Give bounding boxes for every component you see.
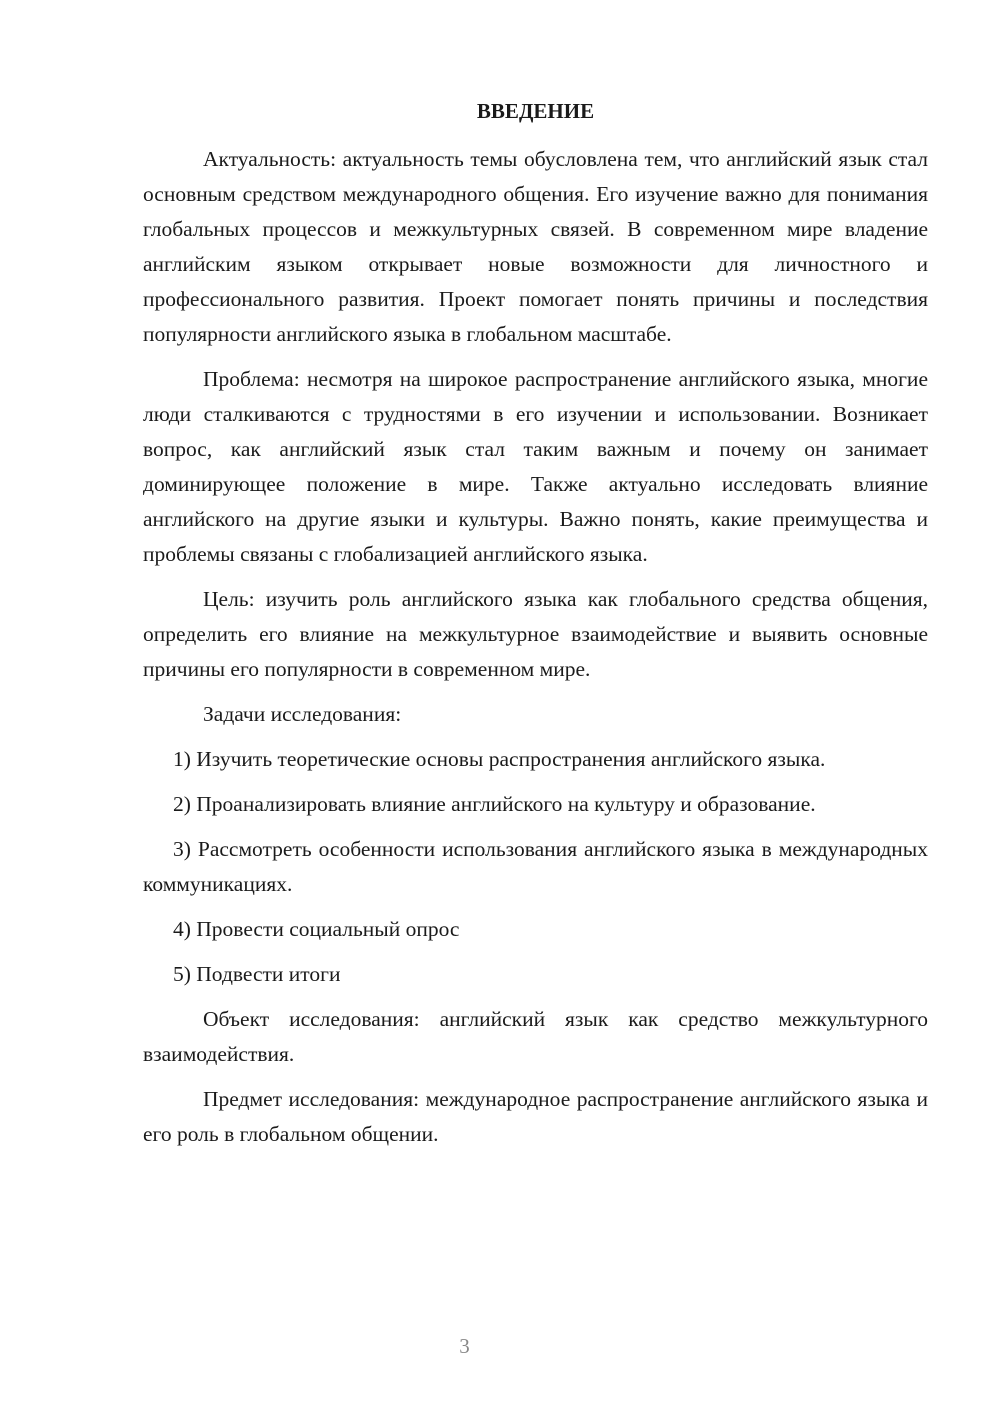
- task-item-4: 4) Провести социальный опрос: [173, 917, 460, 941]
- task-item-1: 1) Изучить теоретические основы распространения английского языка.: [173, 747, 826, 771]
- object-paragraph: Объект исследования: английский язык как средство межкультурного взаимодействия.: [143, 1007, 928, 1066]
- subject-paragraph: Предмет исследования: международное распространение английского языка и его роль в глобальном общении.: [143, 1087, 928, 1146]
- page-title: ВВЕДЕНИЕ: [476, 99, 595, 123]
- page-number: 3: [459, 1334, 470, 1358]
- relevance-paragraph: Актуальность: актуальность темы обусловлена тем, что английский язык стал основным средством международного общения. Его изучение важно для понимания глобальных процессов и межкультурных связей. В современном мире владение английским языком открывает новые возможности для личностного и профессионального развития. Проект помогает понять причины и последствия популярности английского языка в глобальном масштабе.: [143, 147, 928, 346]
- goal-paragraph: Цель: изучить роль английского языка как глобального средства общения, определить его влияние на межкультурное взаимодействие и выявить основные причины его популярности в современном мире.: [143, 587, 928, 681]
- task-item-2: 2) Проанализировать влияние английского на культуру и образование.: [173, 792, 816, 816]
- task-item-3: 3) Рассмотреть особенности использования английского языка в международных коммуникациях.: [143, 837, 928, 896]
- tasks-heading: Задачи исследования:: [203, 702, 402, 726]
- task-item-5: 5) Подвести итоги: [173, 962, 341, 986]
- problem-paragraph: Проблема: несмотря на широкое распространение английского языка, многие люди сталкиваются с трудностями в его изучении и использовании. Возникает вопрос, как английский язык стал таким важным и почему он занимает доминирующее положение в мире. Также актуально исследовать влияние английского на другие языки и культуры. Важно понять, какие преимущества и проблемы связаны с глобализацией английского языка.: [143, 367, 928, 566]
- document-page: [143, 94, 928, 1162]
